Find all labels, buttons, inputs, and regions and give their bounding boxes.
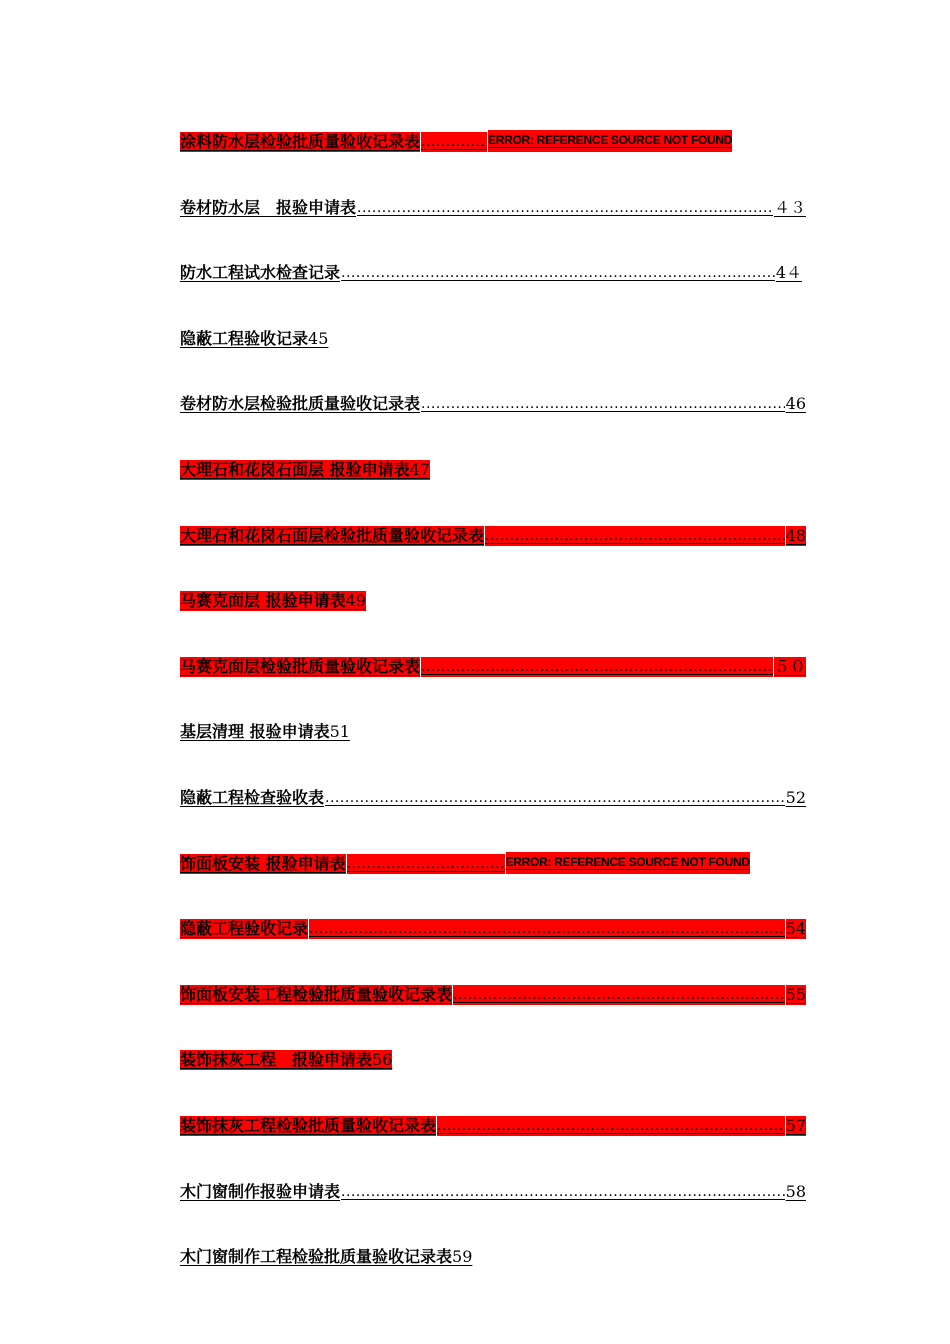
- toc-entry-title: 大理石和花岗石面层检验批质量验收记录表: [180, 525, 485, 545]
- toc-entry-title: 装饰抹灰工程 报验申请表: [180, 1050, 373, 1070]
- toc-entry-page: 57: [785, 1115, 806, 1135]
- toc-entry-title: 马赛克面层检验批质量验收记录表: [180, 656, 421, 676]
- toc-entry-page: 47: [409, 459, 430, 479]
- toc-entry-page: 58: [785, 1181, 806, 1201]
- toc-entry-title: 涂料防水层检验批质量验收记录表: [180, 132, 421, 151]
- dot-leader: [421, 132, 487, 152]
- toc-entry-page: ERROR: REFERENCE SOURCE NOT FOUND: [506, 852, 750, 874]
- toc-entry[interactable]: [180, 382, 806, 414]
- toc-entry-title: 隐蔽工程验收记录: [180, 328, 309, 348]
- table-of-contents: [180, 120, 806, 1301]
- toc-entry[interactable]: [180, 1038, 392, 1070]
- dot-leader: [325, 788, 785, 808]
- toc-entry-page: 52: [785, 787, 806, 807]
- toc-entry-title: 卷材防水层 报验申请表: [180, 197, 357, 217]
- toc-entry-page: ４３: [773, 197, 806, 217]
- toc-entry-title: 木门窗制作报验申请表: [180, 1181, 341, 1201]
- toc-entry[interactable]: [180, 842, 806, 874]
- toc-entry-page: 56: [372, 1050, 393, 1070]
- toc-entry-page: 51: [329, 722, 350, 742]
- toc-entry-page: 48: [785, 525, 806, 545]
- toc-entry[interactable]: [180, 776, 806, 808]
- toc-entry-page: 46: [785, 394, 806, 414]
- toc-entry[interactable]: [180, 579, 366, 611]
- toc-entry[interactable]: [180, 448, 430, 480]
- toc-entry[interactable]: [180, 710, 350, 742]
- toc-entry[interactable]: [180, 973, 806, 1005]
- toc-entry-title: 饰面板安装 报验申请表: [180, 853, 346, 873]
- toc-entry-title: 木门窗制作工程检验批质量验收记录表: [180, 1247, 453, 1267]
- toc-entry-page: 4４: [775, 263, 802, 283]
- dot-leader: [453, 985, 785, 1005]
- toc-entry-page: 54: [785, 919, 806, 939]
- dot-leader: [421, 657, 773, 677]
- dot-leader: [347, 854, 505, 874]
- toc-entry[interactable]: [180, 1235, 472, 1267]
- dot-leader: [357, 198, 773, 218]
- toc-entry-page: ERROR: REFERENCE SOURCE NOT FOUND: [488, 130, 732, 152]
- dot-leader: [485, 526, 785, 546]
- dot-leader: [341, 1182, 785, 1202]
- toc-entry-title: 马赛克面层 报验申请表: [180, 591, 346, 611]
- toc-entry[interactable]: [180, 186, 806, 218]
- toc-entry-title: 装饰抹灰工程检验批质量验收记录表: [180, 1115, 437, 1135]
- toc-entry[interactable]: [180, 317, 328, 349]
- dot-leader: [437, 1116, 785, 1136]
- dot-leader: [341, 263, 775, 283]
- toc-entry-title: 隐蔽工程检查验收表: [180, 787, 325, 807]
- toc-entry-title: 卷材防水层检验批质量验收记录表: [180, 394, 421, 414]
- toc-entry-page: 49: [345, 591, 366, 611]
- toc-entry-title: 基层清理 报验申请表: [180, 722, 330, 742]
- toc-entry-page: 59: [452, 1247, 473, 1267]
- toc-entry[interactable]: [180, 645, 806, 677]
- toc-entry-page: 45: [308, 328, 329, 348]
- toc-entry[interactable]: [180, 251, 802, 283]
- toc-entry[interactable]: [180, 1170, 806, 1202]
- toc-entry-title: 隐蔽工程验收记录: [180, 919, 309, 939]
- toc-entry-title: 大理石和花岗石面层 报验申请表: [180, 459, 410, 479]
- dot-leader: [309, 919, 785, 939]
- toc-entry-page: ５０: [773, 656, 806, 676]
- toc-entry-title: 饰面板安装工程检验批质量验收记录表: [180, 984, 453, 1004]
- toc-entry[interactable]: [180, 907, 806, 939]
- toc-entry[interactable]: [180, 514, 806, 546]
- dot-leader: [421, 394, 785, 414]
- toc-entry[interactable]: [180, 120, 806, 152]
- toc-entry[interactable]: [180, 1104, 806, 1136]
- toc-entry-title: 防水工程试水检查记录: [180, 263, 341, 283]
- toc-entry-page: 55: [785, 984, 806, 1004]
